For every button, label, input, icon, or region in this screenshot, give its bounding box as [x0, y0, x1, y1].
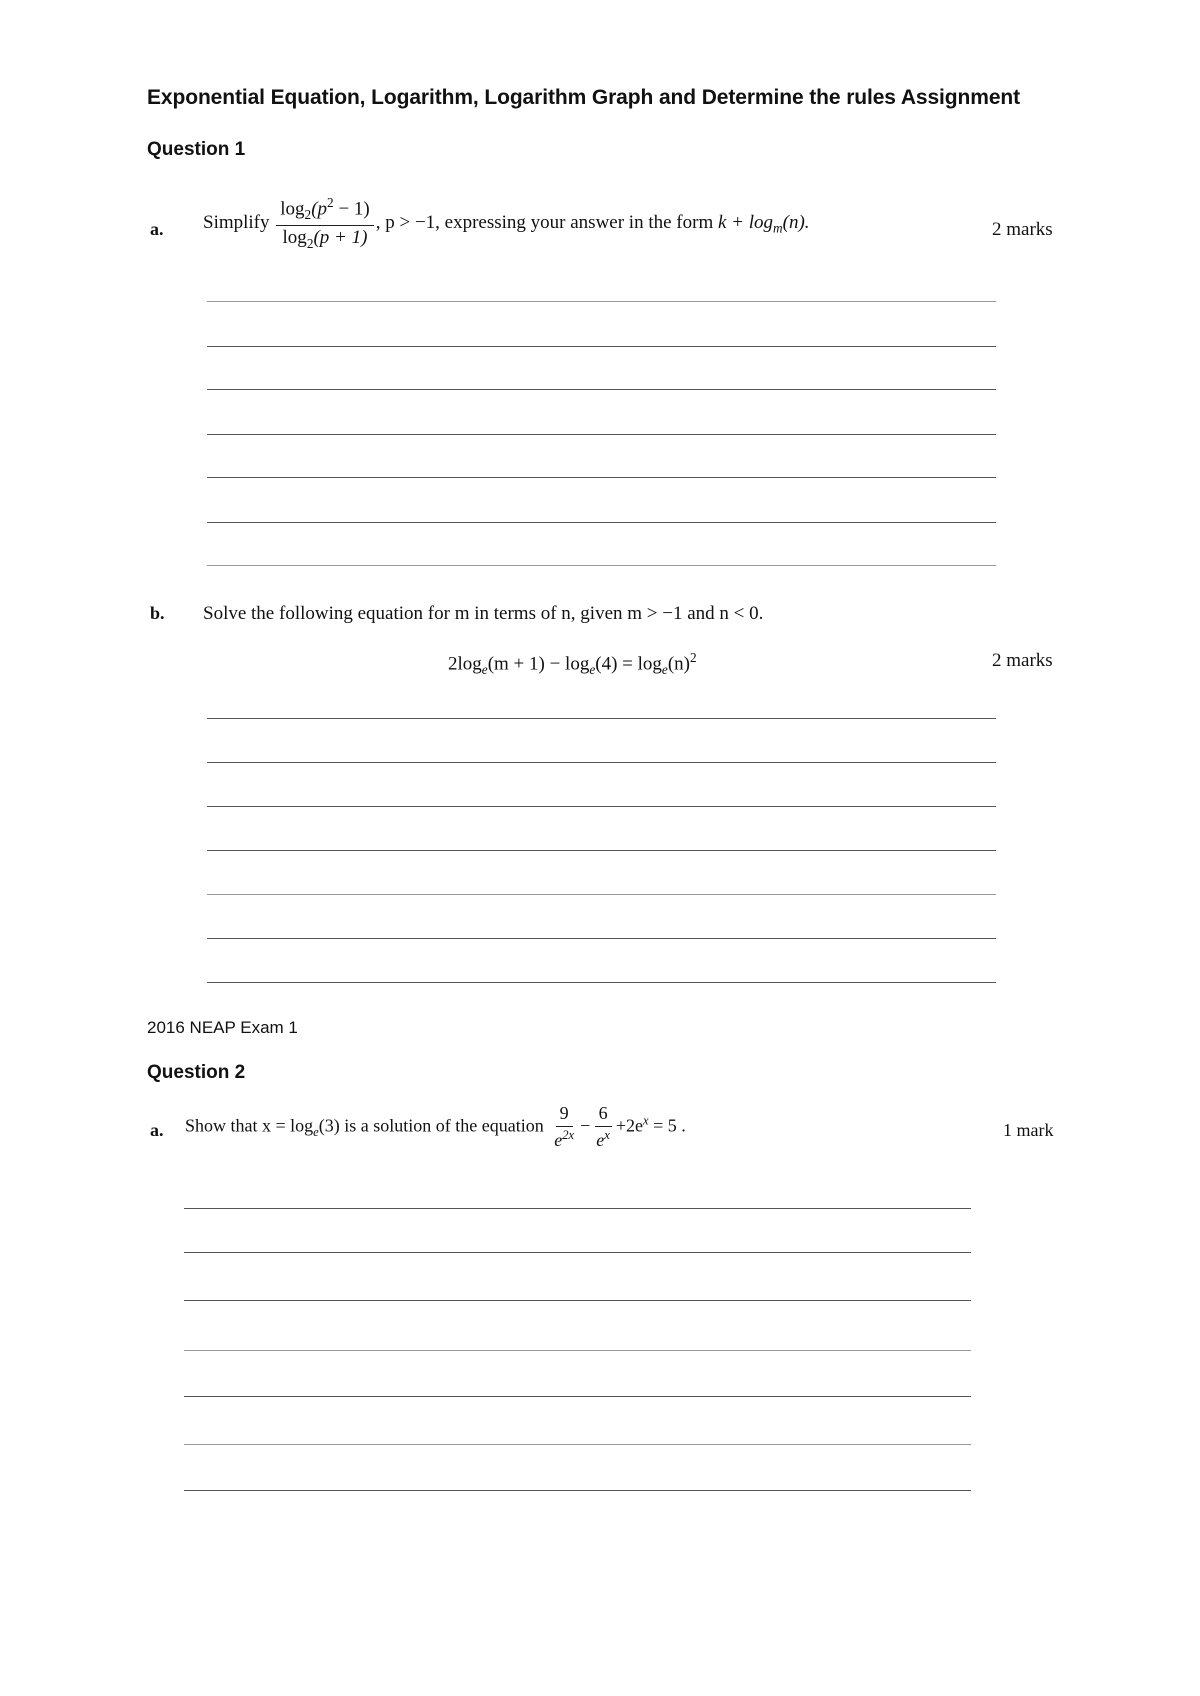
- q2a-fraction-2: $\frac{6}{e^x}$: [596, 1103, 610, 1150]
- answer-line[interactable]: [184, 1350, 971, 1351]
- answer-line[interactable]: [207, 806, 996, 807]
- q1b-statement: Solve the following equation for m in terms of n, given m > −1 and n < 0.: [203, 603, 764, 624]
- answer-line[interactable]: [184, 1490, 971, 1491]
- q2a-question: Show that $x = \log_e(3)$ is a solution of the equation $\frac{9}{e^{2x}}$ − $\frac{6}{e^x}$ $+2e^x = 5$ .: [185, 1103, 686, 1150]
- q1a-question: Simplify $\frac{\log_2(p^2 - 1)}{\log_2(p + 1)}$ , p > −1, expressing your answer in the form $k + \log_m(n)$.: [203, 195, 810, 251]
- question-1-heading: Question 1: [147, 139, 246, 160]
- answer-line[interactable]: [184, 1444, 971, 1445]
- page-title: Exponential Equation, Logarithm, Logarithm Graph and Determine the rules Assignment: [147, 86, 1021, 109]
- q1a-form: k + log: [718, 211, 774, 233]
- answer-line[interactable]: [207, 894, 996, 895]
- answer-line[interactable]: [207, 850, 996, 851]
- answer-line[interactable]: [207, 389, 996, 390]
- q1b-label: b.: [150, 603, 165, 623]
- q1b-marks: 2 marks: [992, 650, 1053, 671]
- q1a-label: a.: [150, 219, 164, 239]
- answer-line[interactable]: [207, 762, 996, 763]
- answer-line[interactable]: [207, 434, 996, 435]
- q1a-marks: 2 marks: [992, 219, 1053, 240]
- q1a-numerator: $\log_2(p^2 - 1)$: [276, 196, 373, 226]
- q1a-denominator: $\log_2(p + 1)$: [282, 226, 368, 251]
- q1a-lead: Simplify: [203, 211, 270, 233]
- question-2-heading: Question 2: [147, 1062, 246, 1083]
- q2a-label: a.: [150, 1120, 164, 1140]
- answer-line[interactable]: [207, 982, 996, 983]
- q2a-fraction-1: $\frac{9}{e^{2x}}$: [554, 1103, 575, 1150]
- source-note: 2016 NEAP Exam 1: [147, 1018, 298, 1037]
- answer-line[interactable]: [184, 1208, 971, 1209]
- answer-line[interactable]: [207, 565, 996, 566]
- q2a-lead: Show that x = log: [185, 1115, 314, 1136]
- q1a-fraction: [276, 196, 373, 251]
- q1a-condition: , p > −1, expressing your answer in the form: [375, 211, 718, 233]
- answer-line[interactable]: [184, 1252, 971, 1253]
- answer-line[interactable]: [207, 522, 996, 523]
- answer-line[interactable]: [207, 477, 996, 478]
- answer-line[interactable]: [207, 718, 996, 719]
- answer-line[interactable]: [207, 301, 996, 302]
- q1b-equation: $2\log_e(m + 1) - \log_e(4) = \log_e(n)^2$: [448, 650, 697, 678]
- answer-line[interactable]: [207, 938, 996, 939]
- answer-line[interactable]: [184, 1300, 971, 1301]
- answer-line[interactable]: [207, 346, 996, 347]
- q2a-marks: 1 mark: [1003, 1120, 1054, 1140]
- answer-line[interactable]: [184, 1396, 971, 1397]
